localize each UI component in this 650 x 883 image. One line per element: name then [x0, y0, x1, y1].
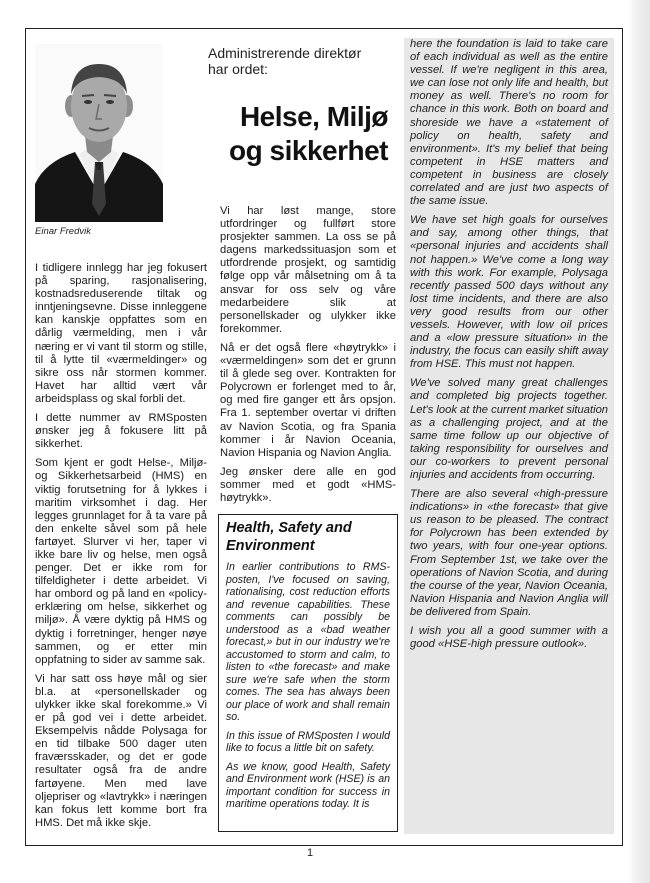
paragraph: I wish you all a good summer with a good «HSE-high pressure outlook». — [410, 625, 608, 651]
paragraph: Vi har satt oss høye mål og sier bl.a. at «personellskader og ulykker ikke skal forekomme.» Vi er på god vei i dette arbeidet. Eksempelvis nådde Polysaga for en tid tilbake 500 dager uten fraværsskader, og det er gode resultater også fra de andre fartøyene. Men med lave oljepriser og «lavtrykk» i næringen kan fokus lett komme bort fra HMS. Det må ikke skje. — [35, 672, 207, 829]
portrait-photo — [35, 44, 163, 222]
paragraph: I dette nummer av RMSposten ønsker jeg å fokusere litt på sikkerhet. — [35, 412, 207, 451]
english-box-text — [226, 561, 390, 811]
photo-caption: Einar Fredvik — [35, 226, 91, 237]
paragraph: Som kjent er godt Helse-, Miljø- og Sikkerhetsarbeid (HMS) en viktig forutsetning for å lykkes i maritim virksomhet i dag. Her legges grunnlaget for å ta vare på den enkelte såvel som på hele fartøyet. Slurver vi her, taper vi ikke bare liv og helse, men også penger. Det er ikke rom for tilfeldigheter i dette arbeidet. Vi har ombord og på land en «policy-erklæring om helse, sikkerhet og miljø». Å være dyktig på HMS og dyktig i forretninger, henger nøye sammen, og er etter min oppfatning to sider av samme sak. — [35, 457, 207, 666]
kicker-line-1: Administrerende direktør — [208, 45, 362, 61]
page-edge-shadow — [628, 0, 650, 883]
article-kicker — [208, 45, 398, 77]
paragraph: In earlier contributions to RMS-posten, I've focused on saving, rationalising, cost reduction efforts and revenue capabilities. These comments can possibly be understood as a «bad weather forecast,» but in our industry we're accustomed to storm and calm, to listen to «the forecast» and make sure we're safe when the storm comes. The sea has always been our place of work and shall remain so. — [226, 561, 390, 723]
paragraph: Nå er det også flere «høytrykk» i «værmeldingen» som det er grunn til å glede seg over. Kontrakten for Polycrown er forlenget med to år, og med fire ganger ett års opsjon. Fra 1. september overtar vi driften av Navion Scotia, og fra Spania kommer i år Navion Oceania, Navion Hispania og Navion Anglia. — [220, 341, 396, 459]
norwegian-column-2 — [220, 205, 396, 511]
paragraph: I tidligere innlegg har jeg fokusert på sparing, rasjonalisering, kostnadsreduserende tiltak og inntjeningsevne. Disse innleggene kan kanskje oppfattes som en dårlig værmelding, men i vår næring er vi vant til storm og stille, til å lytte til «værmeldinger» og sikre oss når stormen kommer. Havet har alltid vært vår arbeidsplass og skal forbli det. — [35, 262, 207, 405]
english-summary-box — [218, 514, 398, 832]
english-column — [404, 38, 614, 834]
paragraph: We have set high goals for ourselves and say, among other things, that «personal injuries and accidents shall not happen.» We've come a long way with this work. For example, Polysaga recently passed 500 days without any lost time incidents, and there are also very good results from our other vessels. However, with low oil prices and a «low pressure situation» in the industry, the focus can easily shift away from HSE. This must not happen. — [410, 214, 608, 371]
paragraph: Vi har løst mange, store utfordringer og fullført store prosjekter sammen. La oss se på dagens markedssituasjon som et utfordrende prosjekt, og samtidig følge opp vår målsetning om å ta ansvar for oss selv og våre medarbeidere slik at personellskader og ulykker ikke forekommer. — [220, 205, 396, 335]
kicker-line-2: har ordet: — [208, 61, 268, 77]
norwegian-column-1 — [35, 262, 207, 836]
paragraph: here the foundation is laid to take care of each individual as well as the entire vessel. If we're negligent in this area, we can lose not only life and health, but money as well. There's no room for chance in this work. Both on board and shoreside we have a «statement of policy on health, safety and environment». It's my belief that being competent in HSE matters and competent in business are closely correlated and are just two aspects of the same issue. — [410, 38, 608, 208]
paragraph: In this issue of RMSposten I would like to focus a little bit on safety. — [226, 729, 390, 754]
title-line-1: Helse, Miljø — [239, 101, 388, 132]
title-line-2: og sikkerhet — [229, 135, 388, 166]
paragraph: We've solved many great challenges and completed big projects together. Let's look at the current market situation as a challenging project, and at the same time follow up our objective of taking responsibility for ourselves and our co-workers to prevent personal injuries and accidents from occurring. — [410, 377, 609, 481]
english-box-heading: Health, Safety and Environment — [226, 520, 352, 554]
english-column-text — [410, 38, 608, 651]
paragraph: There are also several «high-pressure indications» in «the forecast» that give us reason to be pleased. The contract for Polycrown has been extended by two years, with four one-year options. From September 1st, we take over the operations of Navion Scotia, and during the course of the year, Navion Oceania, Navion Hispania and Navion Anglia will be delivered from Spain. — [410, 488, 608, 618]
page-number: 1 — [306, 847, 314, 859]
article-title — [148, 100, 388, 168]
paragraph: Jeg ønsker dere alle en god sommer med et godt «HMS-høytrykk». — [220, 465, 396, 504]
paragraph: As we know, good Health, Safety and Environment work (HSE) is an important condition for success in maritime operations today. It is — [226, 760, 390, 810]
